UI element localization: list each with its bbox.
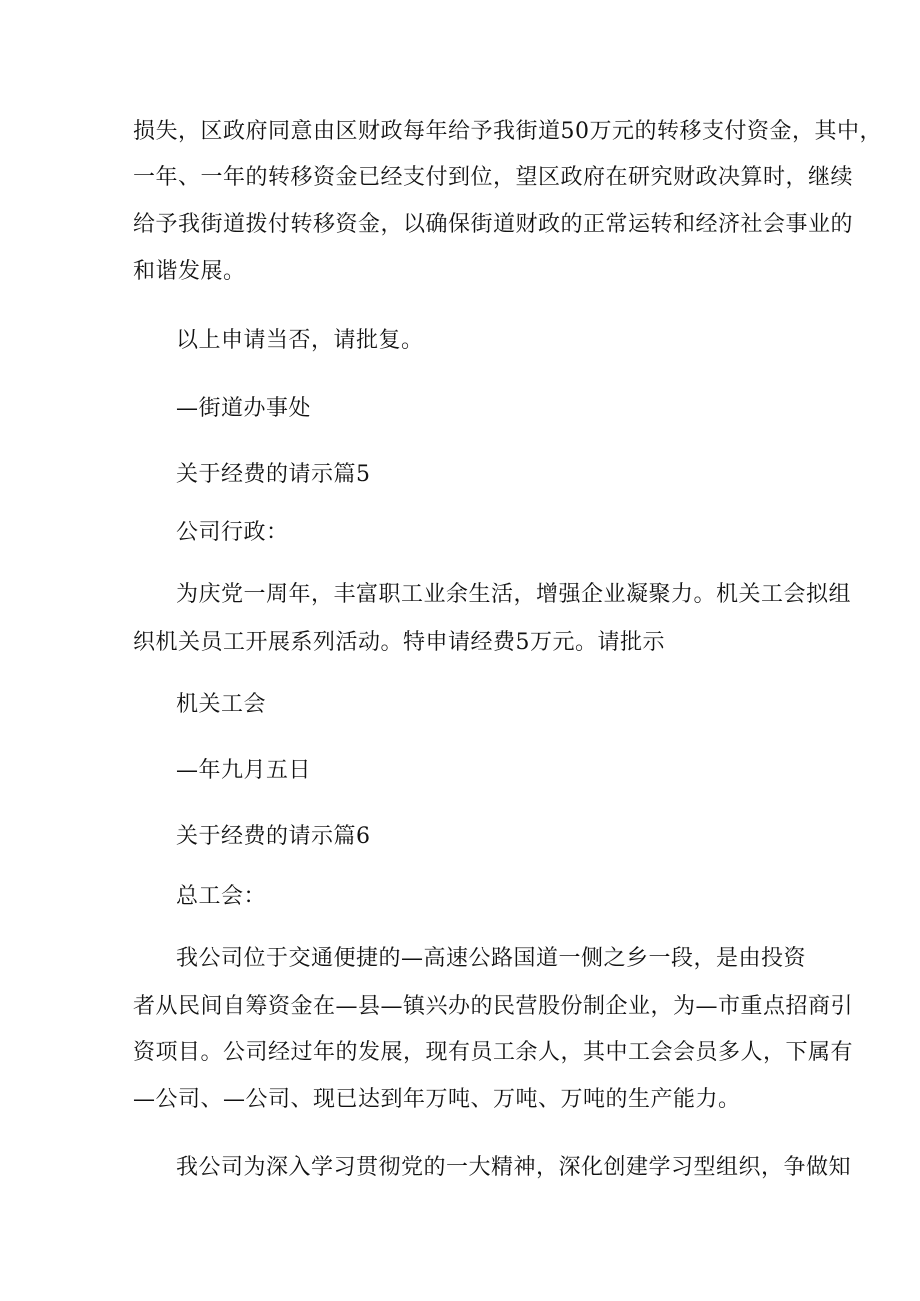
paragraph-1-line-2: 一年、一年的转移资金已经支付到位，望区政府在研究财政决算时，继续 bbox=[133, 165, 854, 190]
signature-office: —街道办事处 bbox=[176, 396, 312, 421]
date-5: —年九月五日 bbox=[176, 758, 312, 783]
signature-union: 机关工会 bbox=[176, 692, 267, 717]
section-heading-5: 关于经费的请示篇5 bbox=[176, 462, 371, 487]
paragraph-1-line-3: 给予我街道拨付转移资金，以确保街道财政的正常运转和经济社会事业的 bbox=[133, 212, 854, 237]
paragraph-6-line-1: 我公司位于交通便捷的—高速公路国道一侧之乡一段，是由投资 bbox=[176, 946, 807, 971]
paragraph-1-line-4: 和谐发展。 bbox=[133, 259, 246, 284]
request-closing-line: 以上申请当否，请批复。 bbox=[176, 328, 424, 353]
paragraph-5-line-2: 织机关员工开展系列活动。特申请经费5万元。请批示 bbox=[133, 630, 665, 655]
paragraph-6-line-3: 资项目。公司经过年的发展，现有员工余人，其中工会会员多人，下属有 bbox=[133, 1040, 854, 1065]
paragraph-1-line-1: 损失，区政府同意由区财政每年给予我街道50万元的转移支付资金，其中， bbox=[133, 119, 882, 144]
paragraph-5-line-1: 为庆党一周年，丰富职工业余生活，增强企业凝聚力。机关工会拟组 bbox=[176, 582, 852, 607]
paragraph-7-line-1: 我公司为深入学习贯彻党的一大精神，深化创建学习型组织，争做知 bbox=[176, 1155, 852, 1180]
section-heading-6: 关于经费的请示篇6 bbox=[176, 824, 371, 849]
salutation-6: 总工会： bbox=[176, 884, 267, 909]
paragraph-6-line-4: —公司、—公司、现已达到年万吨、万吨、万吨的生产能力。 bbox=[133, 1087, 741, 1112]
paragraph-6-line-2: 者从民间自筹资金在—县—镇兴办的民营股份制企业，为—市重点招商引 bbox=[133, 994, 854, 1019]
salutation-5: 公司行政： bbox=[176, 520, 289, 545]
